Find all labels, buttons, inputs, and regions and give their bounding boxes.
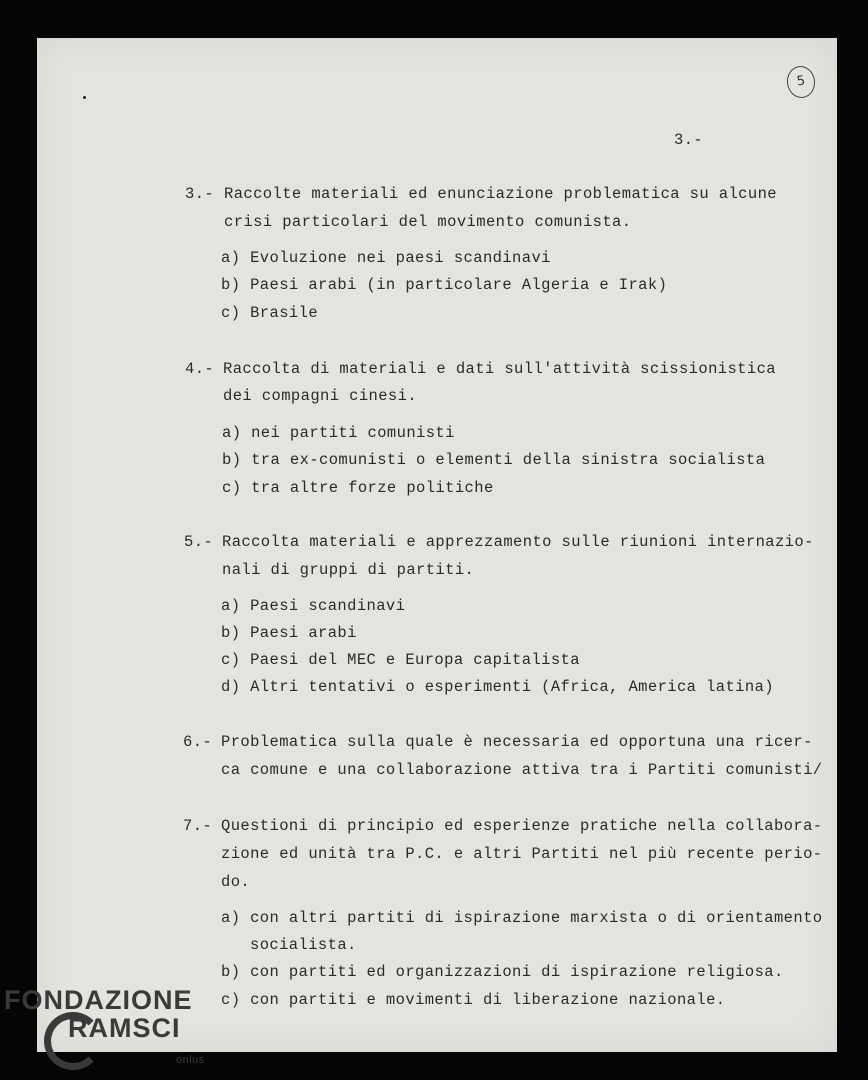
list-item: a) nei partiti comunisti	[222, 424, 455, 442]
list-item: a) Evoluzione nei paesi scandinavi	[221, 249, 551, 267]
page-number: 3.-	[674, 131, 704, 149]
document-page	[37, 38, 837, 1052]
watermark-line2: RAMSCI	[68, 1013, 181, 1043]
list-item: a) Paesi scandinavi	[221, 597, 406, 615]
section-text-line: Problematica sulla quale è necessaria ed opportuna una ricer-	[221, 733, 813, 751]
list-item: c) tra altre forze politiche	[222, 479, 494, 497]
section-text-line: Raccolta materiali e apprezzamento sulle riunioni internazio-	[222, 533, 814, 551]
section-number: 7.-	[183, 817, 213, 835]
section-number: 6.-	[183, 733, 213, 751]
section-text-line: zione ed unità tra P.C. e altri Partiti nel più recente perio-	[221, 845, 823, 863]
list-item: d) Altri tentativi o esperimenti (Africa, America latina)	[221, 678, 774, 696]
section-text-line: Raccolte materiali ed enunciazione problematica su alcune	[224, 185, 777, 203]
section-text-line: Questioni di principio ed esperienze pratiche nella collabora-	[221, 817, 823, 835]
section-text-line: crisi particolari del movimento comunista.	[224, 213, 632, 231]
list-item: b) Paesi arabi (in particolare Algeria e Irak)	[221, 276, 668, 294]
fondazione-gramsci-watermark	[4, 985, 205, 1066]
section-number: 3.-	[185, 185, 215, 203]
section-text-line: do.	[221, 873, 251, 891]
section-text-line: ca comune e una collaborazione attiva tra i Partiti comunisti/	[221, 761, 823, 779]
section-number: 4.-	[185, 360, 215, 378]
list-item: c) Brasile	[221, 304, 319, 322]
watermark-sub: onlus	[176, 1054, 205, 1066]
list-item: b) tra ex-comunisti o elementi della sinistra socialista	[222, 451, 766, 469]
list-item: b) con partiti ed organizzazioni di ispirazione religiosa.	[221, 963, 784, 981]
section-text-line: Raccolta di materiali e dati sull'attività scissionistica	[223, 360, 776, 378]
page-stamp: 5	[785, 64, 817, 100]
section-text-line: nali di gruppi di partiti.	[222, 561, 475, 579]
list-item: c) con partiti e movimenti di liberazione nazionale.	[221, 991, 726, 1009]
watermark-line1: FONDAZIONE	[4, 985, 193, 1015]
list-item: a) con altri partiti di ispirazione marxista o di orientamento	[221, 909, 823, 927]
ink-speck	[83, 96, 86, 99]
list-item-continuation: socialista.	[250, 936, 357, 954]
list-item: c) Paesi del MEC e Europa capitalista	[221, 651, 580, 669]
section-number: 5.-	[184, 533, 214, 551]
list-item: b) Paesi arabi	[221, 624, 357, 642]
section-text-line: dei compagni cinesi.	[223, 387, 418, 405]
